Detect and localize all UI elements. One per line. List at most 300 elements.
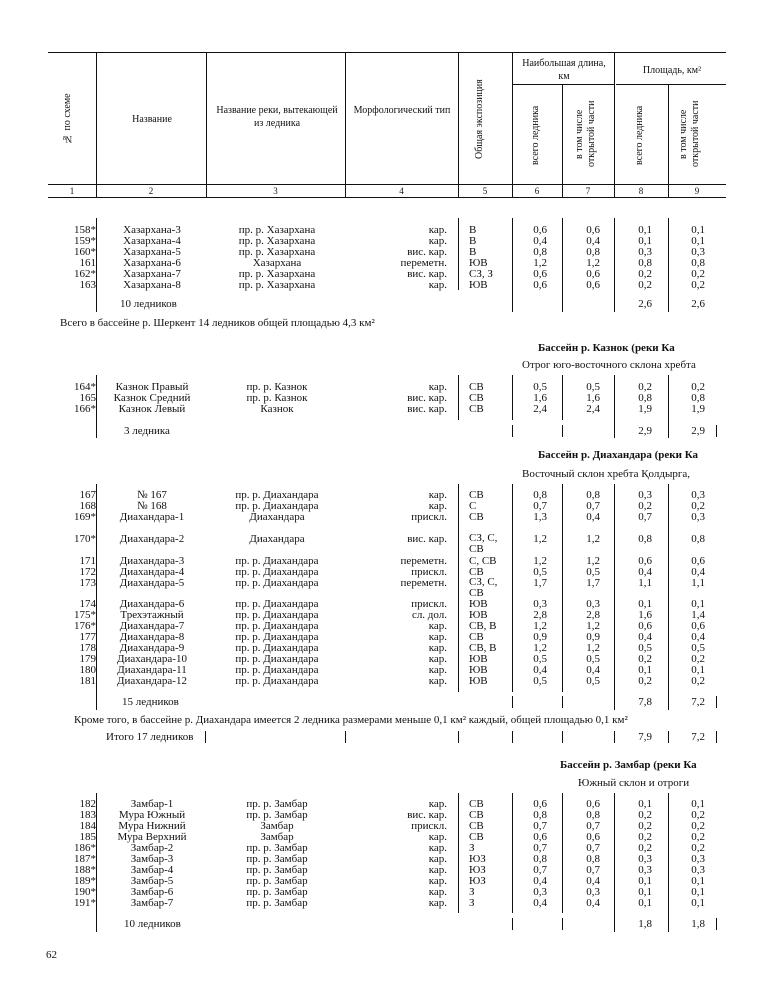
glacier-name: Диахандара-9 — [119, 642, 185, 654]
exposure: ЮВ — [469, 653, 488, 665]
length-open: 0,7 — [586, 500, 600, 512]
exposure: ЮЗ — [469, 864, 486, 876]
area-open: 0,6 — [691, 555, 705, 567]
section1-divider-2 — [458, 218, 459, 290]
glacier-number: 188* — [74, 864, 96, 876]
length-total: 1,2 — [533, 257, 547, 269]
section3-divider-5 — [614, 484, 615, 710]
glacier-number: 174 — [79, 598, 96, 610]
glacier-number: 176* — [74, 620, 96, 632]
length-open: 0,7 — [586, 864, 600, 876]
glacier-name: Диахандара-11 — [117, 664, 187, 676]
section2-summary-area-open: 2,9 — [691, 425, 705, 437]
glacier-number: 164* — [74, 381, 96, 393]
morph-type: кар. — [428, 642, 447, 654]
header-divider-7 — [614, 52, 615, 197]
river-name: пр. р. Казнок — [246, 381, 308, 393]
section1-divider-3 — [512, 218, 513, 312]
river-name: пр. р. Диахандара — [235, 577, 319, 589]
length-total: 1,7 — [533, 577, 547, 589]
header-group-length: Наибольшая длина, км — [522, 58, 606, 82]
section4-divider-1 — [96, 793, 97, 932]
glacier-name: Диахандара-10 — [117, 653, 187, 665]
area-open: 0,3 — [691, 489, 705, 501]
area-total: 0,1 — [638, 875, 652, 887]
length-open: 0,5 — [586, 381, 600, 393]
morph-type: кар. — [428, 235, 447, 247]
area-total: 0,2 — [638, 809, 652, 821]
length-open: 0,7 — [586, 820, 600, 832]
exposure: З — [469, 842, 475, 854]
section2-summary-area: 2,9 — [638, 425, 652, 437]
length-open: 0,5 — [586, 653, 600, 665]
morph-type: вис. кар. — [407, 533, 447, 545]
header-col7: в том числе открытой части — [574, 100, 597, 168]
glacier-name: Хазархана-8 — [123, 279, 181, 291]
glacier-name: Казнок Средний — [113, 392, 191, 404]
glacier-name: Замбар-1 — [130, 798, 174, 810]
morph-type: кар. — [428, 224, 447, 236]
area-total: 0,4 — [638, 566, 652, 578]
length-total: 0,5 — [533, 381, 547, 393]
morph-type: кар. — [428, 875, 447, 887]
exposure: ЮВ — [469, 257, 488, 269]
glacier-number: 173 — [79, 577, 96, 589]
header-col8: всего ледника — [634, 105, 645, 165]
morph-type: прискл. — [411, 598, 447, 610]
header-col9: в том числе открытой части — [678, 100, 701, 168]
summary-tick — [562, 696, 563, 708]
total-tick — [345, 731, 346, 743]
area-total: 0,6 — [638, 555, 652, 567]
area-total: 0,7 — [638, 511, 652, 523]
exposure: СВ — [469, 820, 484, 832]
exposure: СЗ, З — [469, 268, 493, 280]
area-total: 0,5 — [638, 642, 652, 654]
morph-type: вис. кар. — [407, 403, 447, 415]
area-open: 0,1 — [691, 664, 705, 676]
glacier-number: 182 — [79, 798, 96, 810]
area-open: 0,4 — [691, 566, 705, 578]
morph-type: кар. — [428, 675, 447, 687]
length-open: 0,5 — [586, 566, 600, 578]
length-total: 0,6 — [533, 268, 547, 280]
glacier-name: Мура Верхний — [117, 831, 187, 843]
length-open: 1,6 — [586, 392, 600, 404]
area-total: 0,1 — [638, 224, 652, 236]
glacier-number: 189* — [74, 875, 96, 887]
total-tick — [614, 731, 615, 743]
section3-divider-4 — [562, 484, 563, 692]
section1-divider-4 — [562, 218, 563, 312]
length-open: 0,6 — [586, 224, 600, 236]
area-total: 0,6 — [638, 620, 652, 632]
section3-divider-6 — [668, 484, 669, 710]
exposure: СВ — [469, 809, 484, 821]
length-open: 1,2 — [586, 257, 600, 269]
length-total: 0,7 — [533, 500, 547, 512]
length-total: 1,2 — [533, 620, 547, 632]
summary-tick — [562, 918, 563, 930]
glacier-name: Диахандара-7 — [119, 620, 185, 632]
length-total: 0,3 — [533, 598, 547, 610]
area-total: 0,1 — [638, 798, 652, 810]
area-open: 0,4 — [691, 631, 705, 643]
exposure: ЮВ — [469, 279, 488, 291]
section4-summary-label: 10 ледников — [124, 918, 181, 930]
length-total: 0,8 — [533, 489, 547, 501]
exposure: СВ — [469, 403, 484, 415]
header-col1: № по схеме — [62, 93, 73, 145]
section2-summary-label: 3 ледника — [124, 425, 170, 437]
section3-summary-label: 15 ледников — [122, 696, 179, 708]
section2-subheading: Отрог юго-восточного склона хребта — [522, 359, 696, 371]
exposure: В — [469, 224, 477, 236]
river-name: Замбар — [260, 820, 294, 832]
length-open: 0,3 — [586, 598, 600, 610]
glacier-number: 175* — [74, 609, 96, 621]
area-total: 1,6 — [638, 609, 652, 621]
area-total: 0,2 — [638, 675, 652, 687]
length-total: 0,9 — [533, 631, 547, 643]
header-col6: всего ледника — [530, 105, 541, 165]
length-total: 0,6 — [533, 831, 547, 843]
area-open: 0,2 — [691, 500, 705, 512]
section1-summary-area-open: 2,6 — [691, 298, 705, 310]
exposure: СВ — [469, 392, 484, 404]
summary-tick — [716, 918, 717, 930]
length-total: 1,2 — [533, 642, 547, 654]
glacier-name: Замбар-2 — [130, 842, 174, 854]
header-col4: Морфологический тип — [353, 105, 451, 116]
glacier-number: 178 — [79, 642, 96, 654]
header-group-area: Площадь, км² — [642, 65, 702, 76]
area-total: 0,8 — [638, 392, 652, 404]
length-total: 0,7 — [533, 820, 547, 832]
glacier-name: Диахандара-8 — [119, 631, 185, 643]
total-tick — [562, 731, 563, 743]
area-open: 0,1 — [691, 886, 705, 898]
exposure: СВ — [469, 511, 484, 523]
column-number-7: 7 — [585, 186, 591, 196]
length-total: 1,2 — [533, 555, 547, 567]
morph-type: кар. — [428, 864, 447, 876]
exposure: В — [469, 246, 477, 258]
morph-type: вис. кар. — [407, 246, 447, 258]
morph-type: переметн. — [400, 577, 447, 589]
glacier-number: 161 — [79, 257, 96, 269]
glacier-name: Хазархана-4 — [123, 235, 181, 247]
glacier-name: № 168 — [137, 500, 167, 512]
area-open: 0,3 — [691, 246, 705, 258]
glacier-name: Замбар-4 — [130, 864, 174, 876]
glacier-name: Диахандара-12 — [117, 675, 187, 687]
section3-summary-area: 7,8 — [638, 696, 652, 708]
glacier-name: № 167 — [137, 489, 167, 501]
length-open: 0,6 — [586, 268, 600, 280]
length-open: 1,2 — [586, 620, 600, 632]
morph-type: кар. — [428, 631, 447, 643]
river-name: пр. р. Хазархана — [238, 246, 316, 258]
column-number-2: 2 — [148, 186, 154, 196]
exposure: СЗ, С, СВ — [469, 576, 498, 599]
glacier-number: 187* — [74, 853, 96, 865]
area-open: 1,9 — [691, 403, 705, 415]
length-open: 1,2 — [586, 555, 600, 567]
section3-basin-heading: Бассейн р. Диахандара (реки Ка — [538, 449, 699, 461]
summary-tick — [562, 425, 563, 437]
length-total: 0,6 — [533, 279, 547, 291]
river-name: пр. р. Диахандара — [235, 642, 319, 654]
river-name: пр. р. Замбар — [246, 897, 308, 909]
length-open: 0,8 — [586, 489, 600, 501]
summary-tick — [716, 696, 717, 708]
river-name: пр. р. Казнок — [246, 392, 308, 404]
section2-divider-6 — [668, 375, 669, 438]
area-total: 0,2 — [638, 381, 652, 393]
glacier-name: Хазархана-3 — [123, 224, 181, 236]
section4-basin-heading: Бассейн р. Замбар (реки Ка — [560, 759, 697, 771]
glacier-number: 185 — [79, 831, 96, 843]
river-name: пр. р. Диахандара — [235, 653, 319, 665]
area-open: 0,1 — [691, 235, 705, 247]
river-name: пр. р. Замбар — [246, 864, 308, 876]
glacier-name: Хазархана-5 — [123, 246, 181, 258]
exposure: В — [469, 235, 477, 247]
length-total: 0,6 — [533, 798, 547, 810]
area-open: 0,2 — [691, 831, 705, 843]
morph-type: кар. — [428, 886, 447, 898]
group-length-rule — [512, 84, 614, 85]
column-number-4: 4 — [399, 186, 404, 196]
glacier-name: Замбар-5 — [130, 875, 174, 887]
length-open: 0,9 — [586, 631, 600, 643]
area-open: 0,1 — [691, 224, 705, 236]
length-open: 0,6 — [586, 798, 600, 810]
length-total: 0,4 — [533, 235, 547, 247]
area-open: 0,5 — [691, 642, 705, 654]
summary-tick — [512, 425, 513, 437]
river-name: Казнок — [260, 403, 294, 415]
section2-basin-heading: Бассейн р. Казнок (реки Ка — [538, 342, 675, 354]
exposure: СЗ, С, СВ — [469, 532, 498, 555]
header-divider-1 — [96, 52, 97, 197]
length-total: 0,4 — [533, 664, 547, 676]
column-number-9: 9 — [694, 186, 700, 196]
length-open: 0,4 — [586, 875, 600, 887]
river-name: пр. р. Замбар — [246, 875, 308, 887]
glacier-name: Диахандара-4 — [119, 566, 185, 578]
exposure: СВ — [469, 631, 484, 643]
exposure: СВ — [469, 831, 484, 843]
area-open: 0,6 — [691, 620, 705, 632]
area-total: 0,8 — [638, 533, 652, 545]
section4-divider-5 — [614, 793, 615, 932]
area-open: 0,3 — [691, 853, 705, 865]
glacier-number: 166* — [74, 403, 96, 415]
page-number: 62 — [46, 949, 57, 961]
area-total: 0,3 — [638, 489, 652, 501]
exposure: ЮВ — [469, 598, 488, 610]
area-total: 0,2 — [638, 842, 652, 854]
river-name: пр. р. Диахандара — [235, 555, 319, 567]
area-total: 0,2 — [638, 653, 652, 665]
length-total: 1,2 — [533, 533, 547, 545]
length-open: 0,8 — [586, 853, 600, 865]
morph-type: кар. — [428, 381, 447, 393]
area-total: 1,9 — [638, 403, 652, 415]
header-col5: Общая экспозиция — [474, 79, 485, 159]
river-name: пр. р. Хазархана — [238, 279, 316, 291]
summary-tick — [512, 696, 513, 708]
area-total: 0,1 — [638, 664, 652, 676]
glacier-name: Диахандара-5 — [119, 577, 185, 589]
length-total: 2,8 — [533, 609, 547, 621]
area-total: 0,1 — [638, 886, 652, 898]
river-name: пр. р. Диахандара — [235, 609, 319, 621]
length-open: 1,7 — [586, 577, 600, 589]
length-total: 0,6 — [533, 224, 547, 236]
river-name: пр. р. Хазархана — [238, 235, 316, 247]
glacier-number: 165 — [79, 392, 96, 404]
river-name: пр. р. Диахандара — [235, 500, 319, 512]
morph-type: кар. — [428, 897, 447, 909]
area-open: 0,2 — [691, 653, 705, 665]
glacier-name: Диахандара-3 — [119, 555, 185, 567]
section4-divider-4 — [562, 793, 563, 913]
total-tick — [512, 731, 513, 743]
glacier-name: Хазархана-7 — [123, 268, 181, 280]
area-total: 0,1 — [638, 598, 652, 610]
length-open: 2,4 — [586, 403, 600, 415]
length-total: 0,5 — [533, 675, 547, 687]
river-name: пр. р. Диахандара — [235, 598, 319, 610]
glacier-number: 169* — [74, 511, 96, 523]
section2-divider-2 — [458, 375, 459, 420]
glacier-number: 179 — [79, 653, 96, 665]
exposure: ЮВ — [469, 609, 488, 621]
header-bottom-rule — [48, 184, 726, 185]
glacier-number: 167 — [79, 489, 96, 501]
glacier-name: Казнок Левый — [118, 403, 186, 415]
area-total: 0,2 — [638, 268, 652, 280]
morph-type: прискл. — [411, 566, 447, 578]
area-open: 0,1 — [691, 598, 705, 610]
area-total: 0,2 — [638, 500, 652, 512]
area-total: 0,8 — [638, 257, 652, 269]
length-open: 1,2 — [586, 642, 600, 654]
area-total: 0,1 — [638, 235, 652, 247]
glacier-number: 158* — [74, 224, 96, 236]
morph-type: сл. дол. — [411, 609, 447, 621]
header-divider-3 — [345, 52, 346, 197]
section3-divider-3 — [512, 484, 513, 692]
length-total: 0,8 — [533, 809, 547, 821]
glacier-number: 177 — [79, 631, 96, 643]
length-open: 0,5 — [586, 675, 600, 687]
morph-type: кар. — [428, 489, 447, 501]
length-total: 1,3 — [533, 511, 547, 523]
column-number-1: 1 — [69, 186, 75, 196]
group-area-rule — [616, 84, 726, 85]
exposure: СВ — [469, 566, 484, 578]
exposure: З — [469, 897, 475, 909]
header-divider-2 — [206, 52, 207, 197]
section3-summary-area-open: 7,2 — [691, 696, 705, 708]
morph-type: кар. — [428, 798, 447, 810]
river-name: пр. р. Хазархана — [238, 224, 316, 236]
total-tick — [205, 731, 206, 743]
length-open: 1,2 — [586, 533, 600, 545]
header-col2: Название — [132, 114, 172, 125]
glacier-name: Диахандара-1 — [119, 511, 185, 523]
glacier-number: 168 — [79, 500, 96, 512]
length-total: 0,5 — [533, 653, 547, 665]
length-open: 0,7 — [586, 842, 600, 854]
river-name: пр. р. Диахандара — [235, 566, 319, 578]
morph-type: кар. — [428, 831, 447, 843]
glacier-name: Диахандара-6 — [119, 598, 185, 610]
morph-type: вис. кар. — [407, 809, 447, 821]
area-open: 0,1 — [691, 875, 705, 887]
length-open: 0,4 — [586, 664, 600, 676]
section1-divider-5 — [614, 218, 615, 312]
length-total: 2,4 — [533, 403, 547, 415]
morph-type: кар. — [428, 279, 447, 291]
glacier-number: 181 — [79, 675, 96, 687]
section4-subheading: Южный склон и отроги — [578, 777, 690, 789]
exposure: ЮЗ — [469, 875, 486, 887]
section4-divider-2 — [458, 793, 459, 913]
exposure: СВ — [469, 381, 484, 393]
glacier-name: Казнок Правый — [115, 381, 189, 393]
header-divider-8 — [668, 84, 669, 197]
exposure: СВ — [469, 489, 484, 501]
glacier-name: Трехэтажный — [120, 609, 184, 621]
exposure: З — [469, 886, 475, 898]
area-open: 0,8 — [691, 392, 705, 404]
morph-type: кар. — [428, 842, 447, 854]
section1-divider-6 — [668, 218, 669, 312]
exposure: ЮВ — [469, 675, 488, 687]
header-divider-6 — [562, 84, 563, 197]
river-name: пр. р. Диахандара — [235, 489, 319, 501]
total-tick — [458, 731, 459, 743]
summary-tick — [512, 918, 513, 930]
area-open: 1,4 — [691, 609, 705, 621]
area-open: 0,2 — [691, 842, 705, 854]
river-name: пр. р. Диахандара — [235, 675, 319, 687]
glacier-number: 163 — [79, 279, 96, 291]
column-number-3: 3 — [273, 186, 278, 196]
header-top-rule — [48, 52, 726, 53]
area-open: 0,2 — [691, 675, 705, 687]
morph-type: кар. — [428, 653, 447, 665]
column-numbers-rule — [48, 197, 726, 198]
river-name: пр. р. Замбар — [246, 798, 308, 810]
exposure: СВ, В — [469, 642, 497, 654]
area-open: 1,1 — [691, 577, 705, 589]
length-total: 0,8 — [533, 246, 547, 258]
glacier-number: 172 — [79, 566, 96, 578]
area-open: 0,3 — [691, 864, 705, 876]
total-tick — [716, 731, 717, 743]
section3-note: Кроме того, в бассейне р. Диахандара имеется 2 ледника размерами меньше 0,1 км² каждый, общей площадью 0,1 км² — [74, 714, 628, 726]
glacier-number: 183 — [79, 809, 96, 821]
header-col3: Название реки, вытекающей из ледника — [216, 105, 338, 129]
length-open: 2,8 — [586, 609, 600, 621]
river-name: пр. р. Диахандара — [235, 664, 319, 676]
